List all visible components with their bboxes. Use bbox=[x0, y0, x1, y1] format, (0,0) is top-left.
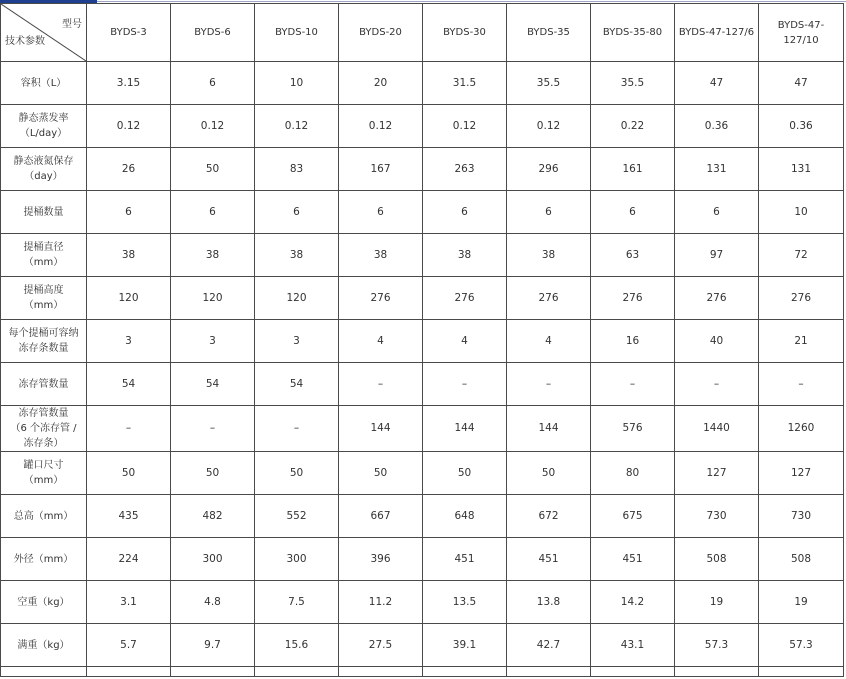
table-cell: – bbox=[507, 363, 591, 406]
table-cell-empty bbox=[87, 667, 171, 677]
table-cell-empty bbox=[255, 667, 339, 677]
table-cell: 6 bbox=[171, 191, 255, 234]
table-cell: 667 bbox=[339, 495, 423, 538]
table-cell: 50 bbox=[423, 452, 507, 495]
table-cell-empty bbox=[1, 667, 87, 677]
table-row bbox=[1, 105, 844, 148]
table-cell: 263 bbox=[423, 148, 507, 191]
table-cell: 396 bbox=[339, 538, 423, 581]
table-cell: 54 bbox=[87, 363, 171, 406]
row-label: 提桶直径 （mm） bbox=[1, 234, 87, 277]
table-cell: 144 bbox=[423, 406, 507, 452]
table-cell: 50 bbox=[171, 452, 255, 495]
table-cell: 276 bbox=[507, 277, 591, 320]
table-cell: 38 bbox=[87, 234, 171, 277]
row-label: 提桶高度 （mm） bbox=[1, 277, 87, 320]
table-cell: 4 bbox=[507, 320, 591, 363]
table-cell: 0.12 bbox=[255, 105, 339, 148]
table-cell: – bbox=[675, 363, 759, 406]
table-cell: 63 bbox=[591, 234, 675, 277]
table-cell: 43.1 bbox=[591, 624, 675, 667]
table-cell: 47 bbox=[759, 62, 844, 105]
table-cell: 13.5 bbox=[423, 581, 507, 624]
table-row bbox=[1, 320, 844, 363]
table-cell: 276 bbox=[423, 277, 507, 320]
column-header-model: BYDS-30 bbox=[423, 4, 507, 62]
table-cell-empty bbox=[591, 667, 675, 677]
table-row bbox=[1, 581, 844, 624]
table-cell: 38 bbox=[423, 234, 507, 277]
table-cell: 97 bbox=[675, 234, 759, 277]
row-label: 每个提桶可容纳 冻存条数量 bbox=[1, 320, 87, 363]
column-header-model: BYDS-35 bbox=[507, 4, 591, 62]
table-cell: 40 bbox=[675, 320, 759, 363]
table-cell: 10 bbox=[759, 191, 844, 234]
corner-label-model: 型号 bbox=[62, 19, 82, 30]
table-row bbox=[1, 191, 844, 234]
row-label: 冻存管数量 （6 个冻存管 / 冻存条） bbox=[1, 406, 87, 452]
table-cell: 0.22 bbox=[591, 105, 675, 148]
table-cell: 72 bbox=[759, 234, 844, 277]
table-cell: 144 bbox=[339, 406, 423, 452]
table-cell: 11.2 bbox=[339, 581, 423, 624]
table-cell: – bbox=[339, 363, 423, 406]
table-cell: 3 bbox=[87, 320, 171, 363]
table-row bbox=[1, 363, 844, 406]
table-row bbox=[1, 234, 844, 277]
table-cell: 6 bbox=[423, 191, 507, 234]
table-cell: 38 bbox=[171, 234, 255, 277]
row-label: 冻存管数量 bbox=[1, 363, 87, 406]
table-cell: 80 bbox=[591, 452, 675, 495]
table-cell-empty bbox=[423, 667, 507, 677]
table-cell: 131 bbox=[759, 148, 844, 191]
table-cell: 6 bbox=[171, 62, 255, 105]
table-cell: 4 bbox=[423, 320, 507, 363]
table-cell: 5.7 bbox=[87, 624, 171, 667]
table-cell: 6 bbox=[339, 191, 423, 234]
row-label: 静态蒸发率 （L/day） bbox=[1, 105, 87, 148]
table-cell: 300 bbox=[255, 538, 339, 581]
table-cell: 21 bbox=[759, 320, 844, 363]
column-header-model: BYDS-35-80 bbox=[591, 4, 675, 62]
table-cell: 50 bbox=[255, 452, 339, 495]
table-cell: 50 bbox=[339, 452, 423, 495]
table-cell: 276 bbox=[759, 277, 844, 320]
spec-table bbox=[0, 3, 844, 677]
table-cell: – bbox=[255, 406, 339, 452]
table-cell: 0.12 bbox=[339, 105, 423, 148]
table-cell: 83 bbox=[255, 148, 339, 191]
table-cell: 672 bbox=[507, 495, 591, 538]
table-cell: 38 bbox=[255, 234, 339, 277]
table-cell: 1440 bbox=[675, 406, 759, 452]
column-header-model: BYDS-6 bbox=[171, 4, 255, 62]
table-cell: 3.1 bbox=[87, 581, 171, 624]
table-cell: 14.2 bbox=[591, 581, 675, 624]
row-label: 罐口尺寸 （mm） bbox=[1, 452, 87, 495]
table-cell: 50 bbox=[87, 452, 171, 495]
table-cell: 300 bbox=[171, 538, 255, 581]
corner-label-params: 技术参数 bbox=[5, 36, 45, 47]
table-cell: 15.6 bbox=[255, 624, 339, 667]
table-cell: 675 bbox=[591, 495, 675, 538]
table-cell-empty bbox=[759, 667, 844, 677]
table-cell: 4.8 bbox=[171, 581, 255, 624]
row-label: 总高（mm） bbox=[1, 495, 87, 538]
table-cell: 224 bbox=[87, 538, 171, 581]
table-row-partial bbox=[1, 667, 844, 677]
table-cell: 131 bbox=[675, 148, 759, 191]
table-cell: 730 bbox=[759, 495, 844, 538]
table-cell: – bbox=[759, 363, 844, 406]
table-cell: 6 bbox=[591, 191, 675, 234]
table-cell: 127 bbox=[675, 452, 759, 495]
table-row bbox=[1, 538, 844, 581]
table-cell: 482 bbox=[171, 495, 255, 538]
table-cell: 0.36 bbox=[675, 105, 759, 148]
table-cell: 7.5 bbox=[255, 581, 339, 624]
table-cell-empty bbox=[339, 667, 423, 677]
table-cell: 3 bbox=[171, 320, 255, 363]
table-cell: 57.3 bbox=[759, 624, 844, 667]
column-header-model: BYDS-10 bbox=[255, 4, 339, 62]
table-row bbox=[1, 624, 844, 667]
table-cell: 54 bbox=[255, 363, 339, 406]
row-label: 提桶数量 bbox=[1, 191, 87, 234]
table-cell: 120 bbox=[171, 277, 255, 320]
table-cell: 16 bbox=[591, 320, 675, 363]
table-cell: 6 bbox=[255, 191, 339, 234]
table-cell: 296 bbox=[507, 148, 591, 191]
table-cell-empty bbox=[675, 667, 759, 677]
table-cell: 576 bbox=[591, 406, 675, 452]
table-cell: 451 bbox=[591, 538, 675, 581]
table-cell: 9.7 bbox=[171, 624, 255, 667]
table-cell: 0.12 bbox=[423, 105, 507, 148]
table-cell: 276 bbox=[675, 277, 759, 320]
table-row bbox=[1, 62, 844, 105]
table-cell: 47 bbox=[675, 62, 759, 105]
table-cell: 39.1 bbox=[423, 624, 507, 667]
column-header-model: BYDS-47-127/10 bbox=[759, 4, 844, 62]
corner-header-cell bbox=[1, 4, 87, 62]
table-cell: 57.3 bbox=[675, 624, 759, 667]
table-cell-empty bbox=[507, 667, 591, 677]
table-cell: 19 bbox=[759, 581, 844, 624]
table-cell: 6 bbox=[507, 191, 591, 234]
table-cell: 19 bbox=[675, 581, 759, 624]
top-rule bbox=[97, 1, 846, 2]
table-cell: 0.36 bbox=[759, 105, 844, 148]
table-row bbox=[1, 452, 844, 495]
table-cell: 161 bbox=[591, 148, 675, 191]
table-cell: 144 bbox=[507, 406, 591, 452]
table-cell: 276 bbox=[339, 277, 423, 320]
table-cell: 42.7 bbox=[507, 624, 591, 667]
row-label: 外径（mm） bbox=[1, 538, 87, 581]
table-cell: 451 bbox=[423, 538, 507, 581]
table-row bbox=[1, 148, 844, 191]
table-cell: 10 bbox=[255, 62, 339, 105]
table-cell: 6 bbox=[675, 191, 759, 234]
table-body bbox=[1, 62, 844, 677]
table-row bbox=[1, 277, 844, 320]
table-cell: 27.5 bbox=[339, 624, 423, 667]
table-cell: – bbox=[423, 363, 507, 406]
row-label: 静态液氮保存 （day） bbox=[1, 148, 87, 191]
table-cell: 13.8 bbox=[507, 581, 591, 624]
table-cell: 167 bbox=[339, 148, 423, 191]
table-cell: 38 bbox=[339, 234, 423, 277]
table-cell: 508 bbox=[675, 538, 759, 581]
table-row bbox=[1, 406, 844, 452]
column-header-model: BYDS-20 bbox=[339, 4, 423, 62]
table-cell: 54 bbox=[171, 363, 255, 406]
table-cell: 20 bbox=[339, 62, 423, 105]
table-cell: 120 bbox=[255, 277, 339, 320]
table-cell: 38 bbox=[507, 234, 591, 277]
table-cell: 50 bbox=[507, 452, 591, 495]
table-cell: 35.5 bbox=[591, 62, 675, 105]
table-cell: 0.12 bbox=[87, 105, 171, 148]
table-cell: 1260 bbox=[759, 406, 844, 452]
header-row bbox=[1, 4, 844, 62]
table-cell: 50 bbox=[171, 148, 255, 191]
row-label: 满重（kg） bbox=[1, 624, 87, 667]
table-cell: 648 bbox=[423, 495, 507, 538]
table-cell: 0.12 bbox=[507, 105, 591, 148]
table-cell: – bbox=[171, 406, 255, 452]
table-cell: – bbox=[87, 406, 171, 452]
table-cell: 4 bbox=[339, 320, 423, 363]
diagonal-divider bbox=[1, 4, 86, 61]
table-row bbox=[1, 495, 844, 538]
table-cell: 552 bbox=[255, 495, 339, 538]
table-cell: 31.5 bbox=[423, 62, 507, 105]
table-cell: 435 bbox=[87, 495, 171, 538]
column-header-model: BYDS-3 bbox=[87, 4, 171, 62]
table-cell: – bbox=[591, 363, 675, 406]
table-cell: 35.5 bbox=[507, 62, 591, 105]
row-label: 容积（L） bbox=[1, 62, 87, 105]
table-cell: 451 bbox=[507, 538, 591, 581]
table-cell: 6 bbox=[87, 191, 171, 234]
table-cell: 3.15 bbox=[87, 62, 171, 105]
table-cell: 120 bbox=[87, 277, 171, 320]
row-label: 空重（kg） bbox=[1, 581, 87, 624]
table-cell: 26 bbox=[87, 148, 171, 191]
column-header-model: BYDS-47-127/6 bbox=[675, 4, 759, 62]
table-cell: 730 bbox=[675, 495, 759, 538]
table-cell: 127 bbox=[759, 452, 844, 495]
table-cell: 0.12 bbox=[171, 105, 255, 148]
table-cell: 508 bbox=[759, 538, 844, 581]
table-cell: 3 bbox=[255, 320, 339, 363]
table-cell: 276 bbox=[591, 277, 675, 320]
table-cell-empty bbox=[171, 667, 255, 677]
